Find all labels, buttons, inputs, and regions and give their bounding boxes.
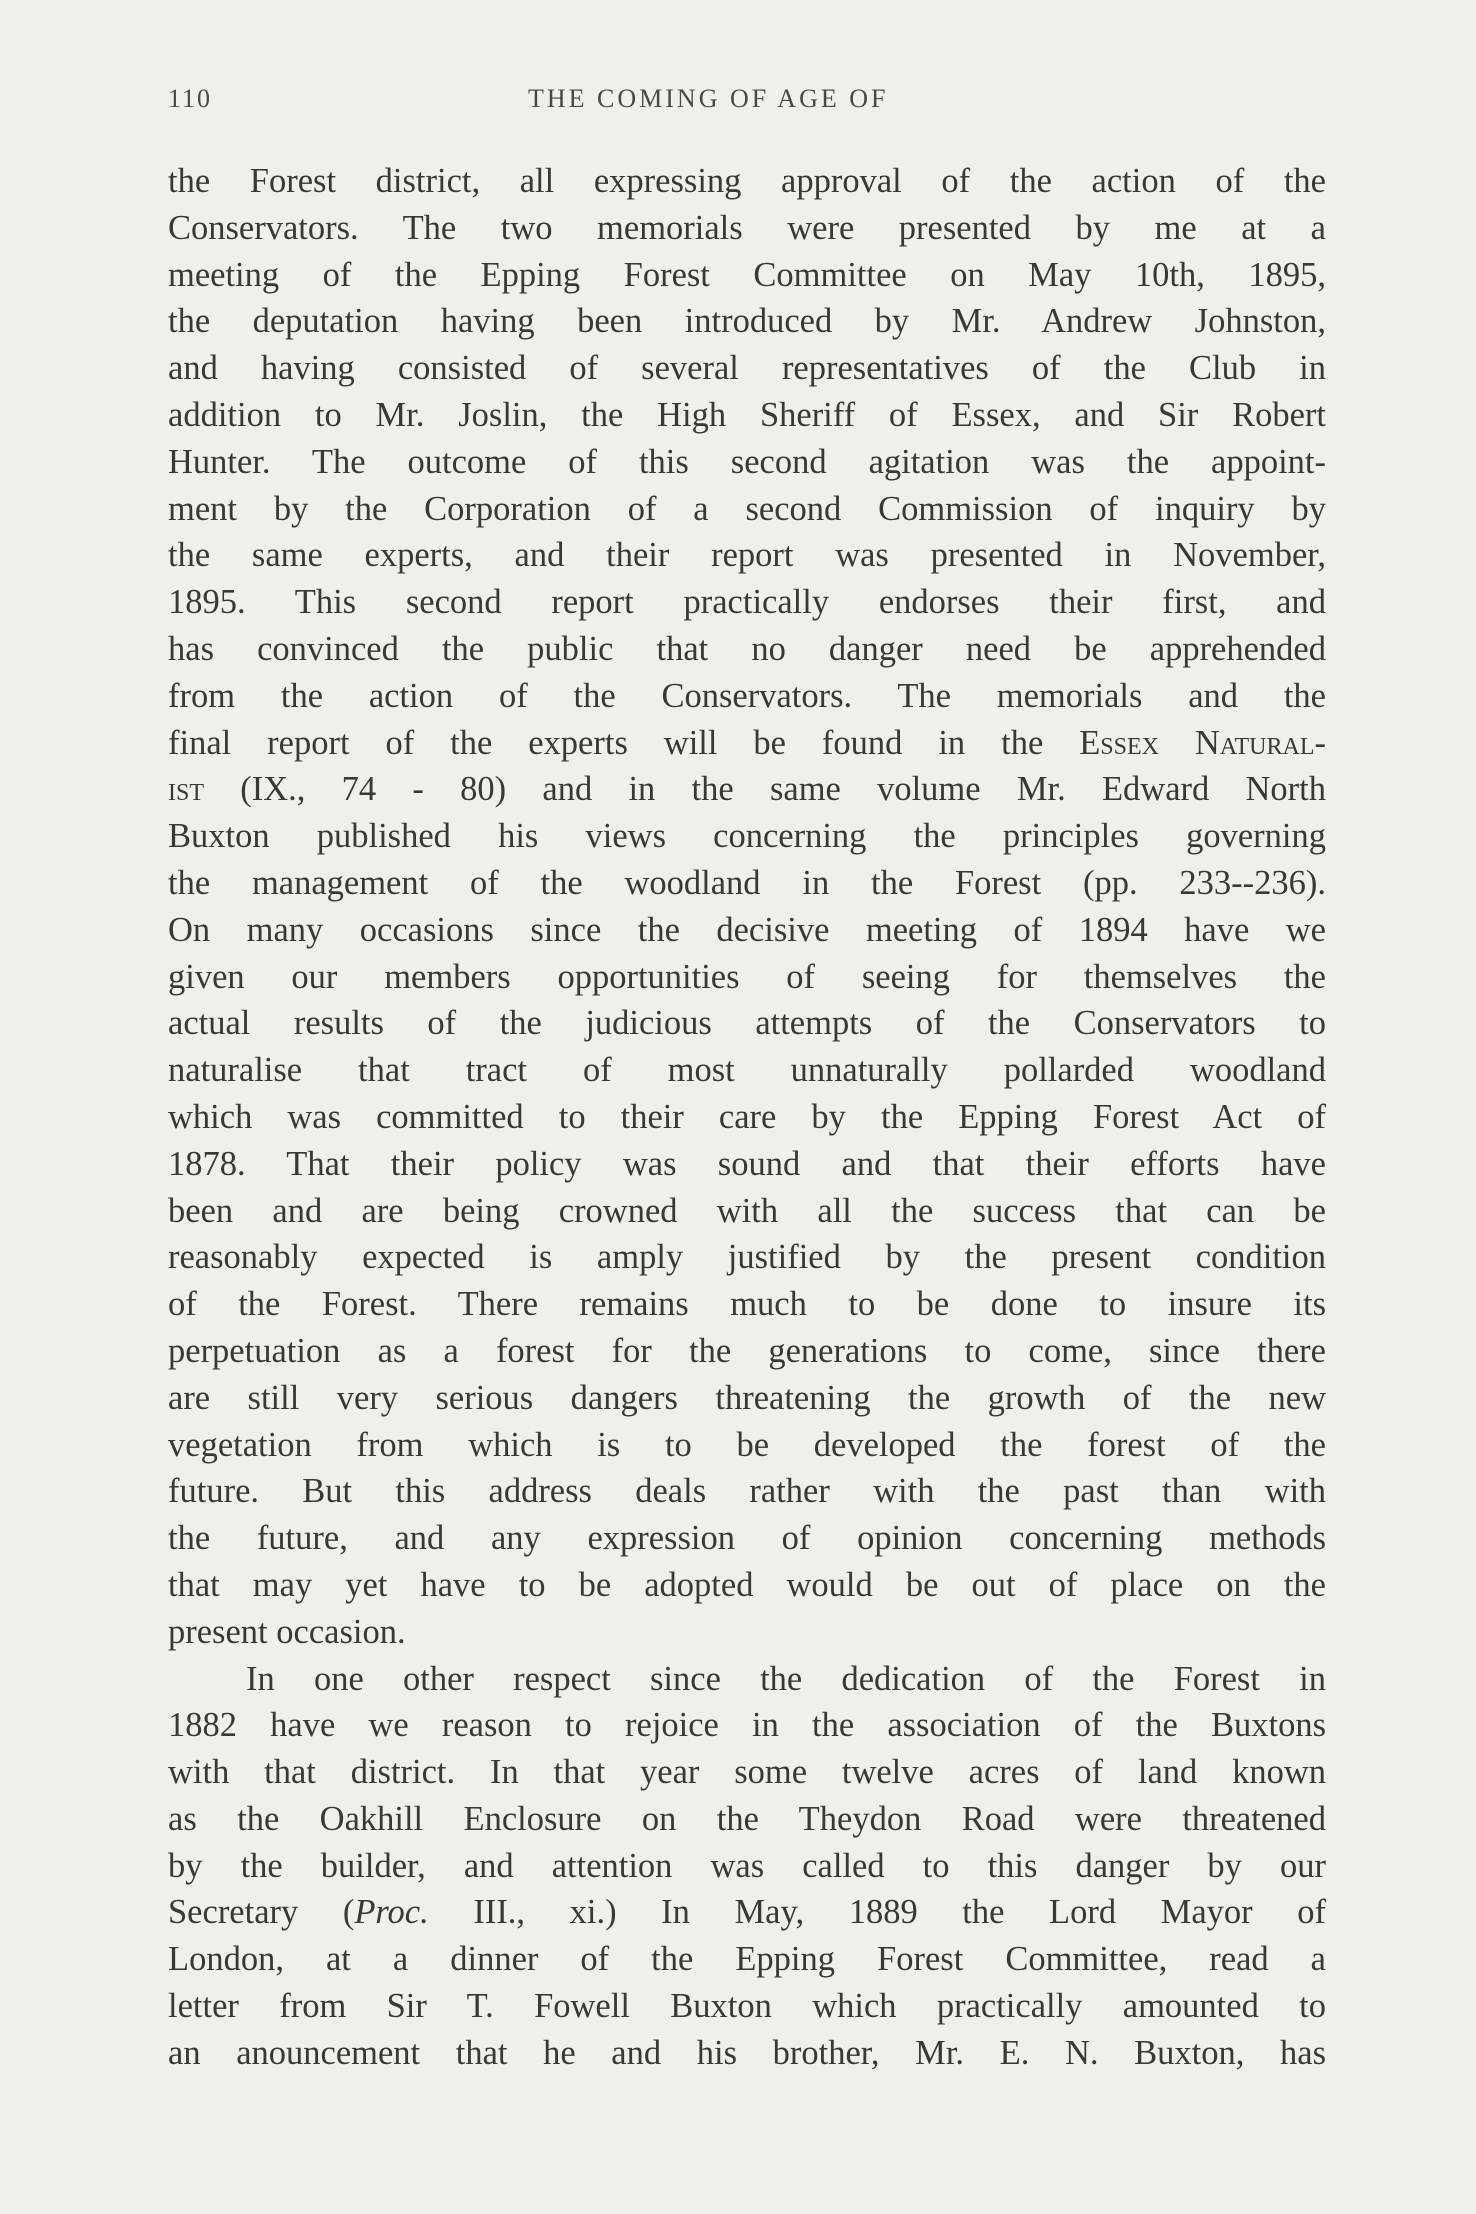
text-line: the management of the woodland in the Forest (pp. 233--236).: [168, 863, 1326, 902]
text-line: the same experts, and their report was presented in November,: [168, 536, 1326, 575]
text-line: In one other respect since the dedication of the Forest in: [246, 1659, 1326, 1698]
text-line: vegetation from which is to be developed the forest of the: [168, 1425, 1326, 1464]
text-line: the deputation having been introduced by Mr. Andrew Johnston,: [168, 302, 1326, 341]
text-line: On many occasions since the decisive meeting of 1894 have we: [168, 910, 1326, 949]
text-fragment: III., xi.) In May, 1889 the Lord Mayor of: [473, 1893, 1326, 1932]
text-line: [168, 766, 1326, 813]
text-line: meeting of the Epping Forest Committee on May 10th, 1895,: [168, 255, 1326, 294]
text-line: are still very serious dangers threatening the growth of the new: [168, 1378, 1326, 1417]
text-line: by the builder, and attention was called to this danger by our: [168, 1846, 1326, 1885]
text-line: the Forest district, all expressing approval of the action of the: [168, 162, 1326, 200]
text-fragment: (IX., 74 - 80) and in the same volume Mr. Edward North: [240, 770, 1327, 809]
text-line: has convinced the public that no danger need be apprehended: [168, 629, 1326, 668]
text-fragment: Secretary (: [168, 1893, 355, 1932]
proc-abbreviation: Proc.: [354, 1893, 429, 1932]
text-line: of the Forest. There remains much to be done to insure its: [168, 1285, 1326, 1324]
text-line: the future, and any expression of opinion concerning methods: [168, 1519, 1326, 1558]
text-line: been and are being crowned with all the success that can be: [168, 1191, 1326, 1230]
text-line: Conservators. The two memorials were presented by me at a: [168, 208, 1326, 247]
text-line: addition to Mr. Joslin, the High Sheriff of Essex, and Sir Robert: [168, 395, 1326, 434]
text-line: perpetuation as a forest for the generations to come, since there: [168, 1331, 1326, 1370]
text-line: as the Oakhill Enclosure on the Theydon Road were threatened: [168, 1799, 1326, 1838]
text-line: 1878. That their policy was sound and that their efforts have: [168, 1144, 1326, 1183]
text-line: reasonably expected is amply justified by the present condition: [168, 1238, 1326, 1277]
text-fragment: final report of the experts will be found in the: [168, 723, 1044, 762]
text-line: present occasion.: [168, 1612, 406, 1651]
text-line: [168, 720, 1326, 767]
text-line: future. But this address deals rather with the past than with: [168, 1472, 1326, 1511]
page-number: 110: [168, 84, 213, 113]
text-line: 1882 have we reason to rejoice in the association of the Buxtons: [168, 1706, 1326, 1745]
page-header: [168, 84, 1328, 134]
text-line: ment by the Corporation of a second Commission of inquiry by: [168, 489, 1326, 528]
text-line: [168, 1889, 1326, 1936]
text-line: 1895. This second report practically endorses their first, and: [168, 583, 1326, 622]
text-line: an anouncement that he and his brother, Mr. E. N. Buxton, has: [168, 2033, 1326, 2072]
text-line: given our members opportunities of seeing for themselves the: [168, 957, 1326, 996]
text-line: from the action of the Conservators. The memorials and the: [168, 676, 1326, 715]
text-line: naturalise that tract of most unnaturally pollarded woodland: [168, 1051, 1326, 1090]
text-line: actual results of the judicious attempts of the Conservators to: [168, 1004, 1326, 1043]
body-text: [168, 158, 1326, 2077]
text-line: Hunter. The outcome of this second agitation was the appoint-: [168, 442, 1326, 481]
text-line: which was committed to their care by the Epping Forest Act of: [168, 1097, 1326, 1136]
text-line: letter from Sir T. Fowell Buxton which practically amounted to: [168, 1987, 1326, 2026]
running-head: THE COMING OF AGE OF: [528, 84, 889, 113]
text-line: Buxton published his views concerning the principles governing: [168, 817, 1326, 856]
journal-title: ist: [168, 770, 204, 809]
journal-title: Essex Natural-: [1079, 723, 1326, 762]
text-line: London, at a dinner of the Epping Forest Committee, read a: [168, 1940, 1326, 1979]
text-line: that may yet have to be adopted would be out of place on the: [168, 1565, 1326, 1604]
text-line: and having consisted of several representatives of the Club in: [168, 349, 1326, 388]
text-line: with that district. In that year some twelve acres of land known: [168, 1753, 1326, 1792]
